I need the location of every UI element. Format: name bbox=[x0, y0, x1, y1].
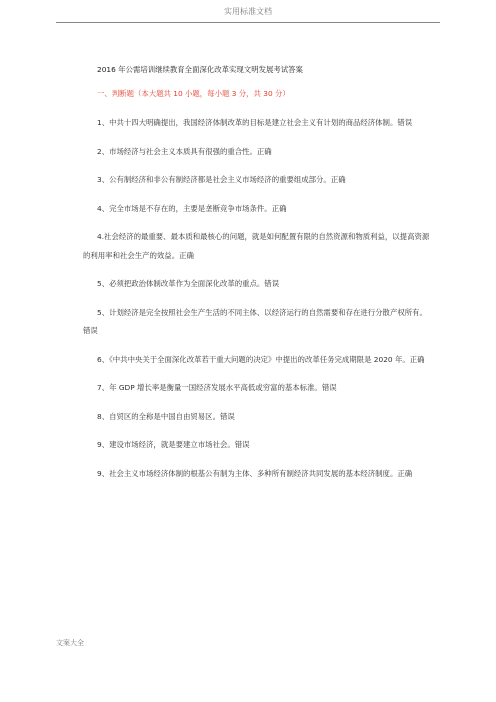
document-body bbox=[83, 64, 430, 493]
page-footer: 文案大全 bbox=[56, 639, 84, 647]
question-item: 2、市场经济与社会主义本质具有很强的重合性。正确 bbox=[97, 146, 272, 156]
section-heading: 一、判断题（本大题共 10 小题，每小题 3 分，共 30 分） bbox=[97, 89, 290, 98]
question-item: 6、《中共中央关于全面深化改革若干重大问题的决定》中提出的改革任务完成期限是 2020 年。正确 bbox=[97, 354, 425, 364]
question-item: 3、公有制经济和非公有制经济都是社会主义市场经济的重要组成部分。正确 bbox=[97, 175, 346, 184]
question-item: 1、中共十四大明确提出，我国经济体制改革的目标是建立社会主义有计划的商品经济体制。错误 bbox=[97, 118, 413, 127]
question-item: 7、年 GDP 增长率是衡量一国经济发展水平高低或穷富的基本标准。错误 bbox=[97, 383, 337, 392]
page-header: 实用标准文档 bbox=[56, 6, 440, 23]
question-item: 8、自贸区的全称是中国自由贸易区。错误 bbox=[97, 411, 235, 421]
question-item: 4、完全市场是不存在的，主要是垄断竞争市场条件。正确 bbox=[97, 203, 287, 213]
question-item: 4.社会经济的最重要、最本质和最核心的问题，就是如何配置有限的自然资源和物质利益，以提高资源的利用率和社会生产的效益。正确 bbox=[83, 232, 430, 260]
question-item: 9、社会主义市场经济体制的根基公有制为主体、多种所有制经济共同发展的基本经济制度。正确 bbox=[97, 468, 413, 478]
question-item: 5、必须把政治体制改革作为全面深化改革的重点。错误 bbox=[97, 279, 280, 288]
question-item: 9、建设市场经济，就是要建立市场社会。错误 bbox=[97, 440, 250, 449]
document-title: 2016 年公需培训继续教育全面深化改革实现文明发展考试答案 bbox=[97, 65, 303, 74]
question-item: 5、计划经济是完全按照社会生产生活的不同主体、以经济运行的自然需要和存在进行分散产权所有。错误 bbox=[83, 307, 427, 335]
